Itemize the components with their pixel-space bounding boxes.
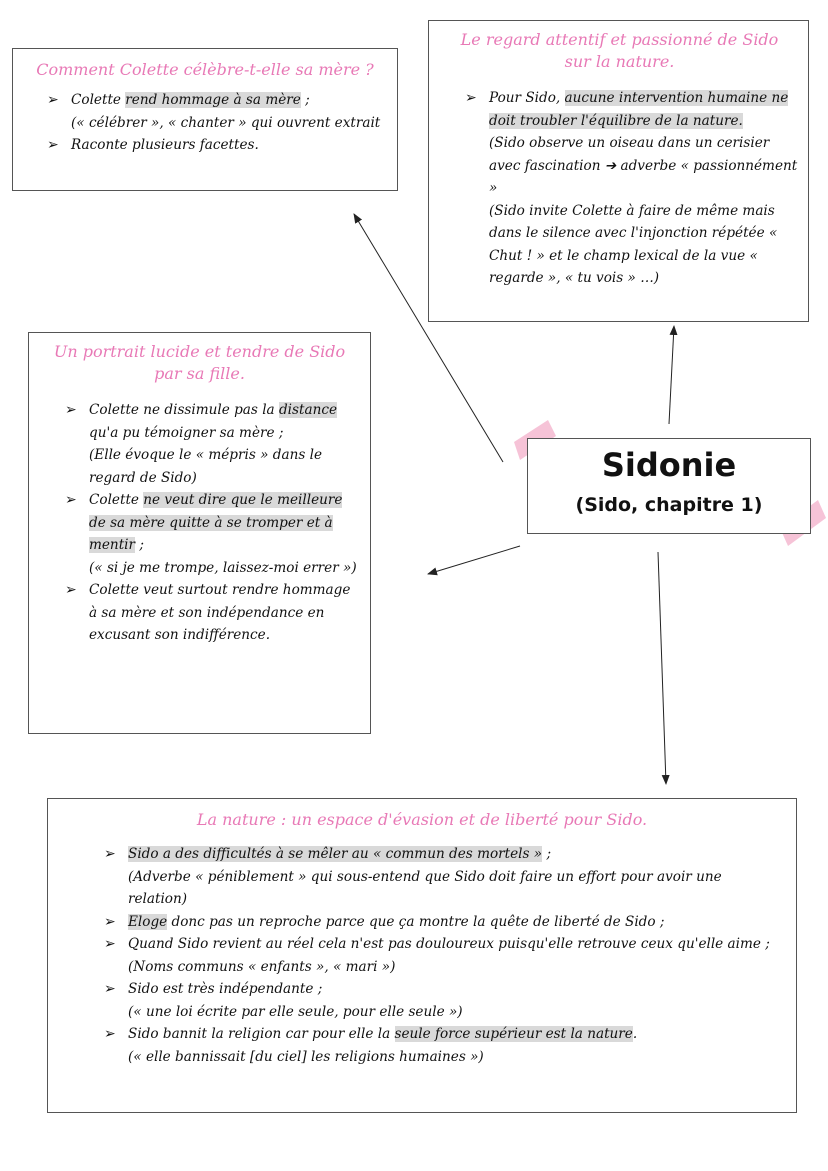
box-celebration-list [47,89,383,157]
center-topic-box [527,438,811,534]
list-item: ➢ Sido a des difficultés à se mêler au « commun des mortels » ; (Adverbe « péniblement » qui sous-entend que Sido doit faire un effort pour avoir une relation) [104,843,780,911]
list-item: ➢ Colette ne veut dire que le meilleure de sa mère quitte à se tromper et à mentir ; (« si je me trompe, laissez-moi errer ») [65,489,358,579]
box-portrait-title: Un portrait lucide et tendre de Sido par sa fille. [53,342,346,383]
arrow-to-bottom [658,552,666,784]
box-nature-liberte-list [104,843,780,1068]
list-item: ➢ Eloge donc pas un reproche parce que ça montre la quête de liberté de Sido ; [104,911,780,934]
list-item: ➢ Raconte plusieurs facettes. [47,134,383,157]
center-subtitle: (Sido, chapitre 1) [575,494,763,516]
list-item: ➢ Sido bannit la religion car pour elle la seule force supérieur est la nature. (« elle bannissait [du ciel] les religions humaines ») [104,1023,780,1068]
box-regard-nature-list [465,87,798,290]
list-item: ➢ Colette veut surtout rendre hommage à sa mère et son indépendance en excusant son indifférence. [65,579,358,647]
box-celebration [12,48,398,191]
box-nature-liberte-title: La nature : un espace d'évasion et de liberté pour Sido. [196,810,648,829]
list-item: ➢ Quand Sido revient au réel cela n'est pas douloureux puisqu'elle retrouve ceux qu'elle aime ; (Noms communs « enfants », « mari ») [104,933,780,978]
box-celebration-title: Comment Colette célèbre-t-elle sa mère ? [36,60,374,79]
center-title: Sidonie [601,446,737,484]
box-portrait [28,332,371,734]
arrow-to-top-right [669,326,674,424]
box-nature-liberte [47,798,797,1113]
box-portrait-list [65,399,358,647]
list-item: ➢ Colette rend hommage à sa mère ; (« célébrer », « chanter » qui ouvrent extrait [47,89,383,134]
box-regard-nature [428,20,809,322]
list-item: ➢ Colette ne dissimule pas la distance qu'a pu témoigner sa mère ; (Elle évoque le « mépris » dans le regard de Sido) [65,399,358,489]
arrow-to-mid-left [428,546,520,574]
list-item: ➢ Pour Sido, aucune intervention humaine ne doit troubler l'équilibre de la nature. (Sido observe un oiseau dans un cerisier avec fascination ➔ adverbe « passionnément » (Sido invite Colette à faire de même mais dans le silence avec l'injonction répétée « Chut ! » et le champ lexical de la vue « regarde », « tu vois » …) [465,87,798,290]
box-regard-nature-title: Le regard attentif et passionné de Sido sur la nature. [460,30,779,71]
list-item: ➢ Sido est très indépendante ; (« une loi écrite par elle seule, pour elle seule ») [104,978,780,1023]
